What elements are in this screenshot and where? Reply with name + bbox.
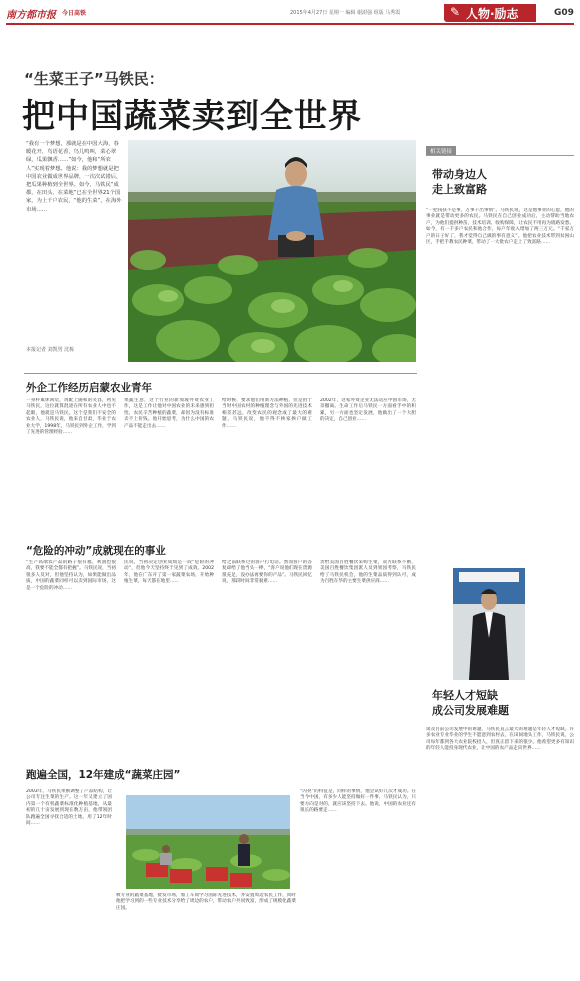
- text-column: 果蔬生意，这个行业的新加坡外资农业工作，这是工作让他对中国农业的未来感到担忧，农民辛苦种植的蔬菜，却因为没有标准卖不上价钱。他开始思考，为什么中国的农产品不能走出去……: [124, 398, 214, 429]
- intro-paragraph: “我有一个梦想，那就是在中国大海，春暖花开，鸟语花香，鸟儿鸣叫，菜心翠绿，瓜果飘香……”如今，他和“所农人”实现着梦想。他说：我的梦想就是把中国农业做成世界品牌，一次次试错后，把瓜果种植到全世界。如今，马铁民“成都，在田头、在菜地”已在全世界21个国家，为上千户农民，“他的生菜“，在海外市场……: [26, 141, 122, 213]
- sidebar-title-2-line1: 年轻人才短缺: [432, 689, 498, 702]
- newspaper-logo: 南方都市报: [6, 10, 56, 21]
- text-column: 民说，当初决定创业成绩是一段“危险的冲动”，但他今天坚持终于见到了成效。2002年，他在广东开了第一家蔬菜农场，开始种植生菜，每天都在地里……: [124, 560, 214, 585]
- portrait-illustration: [453, 568, 525, 680]
- section-tag: 今日高铁: [62, 10, 87, 17]
- masthead: [6, 4, 574, 22]
- text-column: “生产高端农产品的路子很有福，利润也很高，我要不能全都有把握”。马铁民说，当初很多人反对，但他坚持认为，如果能做出品质，中国的蔬菜同样可以卖到国际市场，这是一个危险的冲动……: [26, 560, 116, 591]
- subheading-2: “危险的冲动”成就现在的事业: [26, 545, 166, 557]
- text-column: 2002年，这家外资企业无法适应中国市场，无奈撤离。生命工作后马铁民一方面看手中的积累，另一方面也坚定发展，他做出了一个大胆的决定，自己创业……: [320, 398, 416, 423]
- dateline: 2015年4月27日 星期一 编辑 谢澍强 组版 马秀霞: [290, 10, 401, 16]
- sidebar-title-2: [432, 688, 509, 718]
- field-photo-illustration: [128, 140, 416, 362]
- main-photo: [128, 140, 416, 362]
- harvest-photo-illustration: [126, 795, 290, 889]
- sidebar-body-1: “一把钱扶不是事，万事干出事情”。马铁民说，这是他事业的心愿，他的事业就是带动更多的农民。马铁民在自己创业成功后，主动帮助当地农户，为他们提供种苗、技术培训、收购保障，让农民不用再为销路发愁。如今，有一千多户农民和他合作，每户年收入增加了两三万元。“千家万户的日子好了，我才觉得自己做的事有意义”。他把农业技术带到贫困山区，手把手教农民种菜，带动了一大批农户走上了致富路……: [426, 208, 574, 246]
- page-number: G09: [554, 8, 574, 18]
- sidebar-title-1-line1: 带动身边人: [432, 168, 487, 181]
- sidebar-body-2: 谈及目前公司发展中的难题，马铁民直言最大的难题是年轻人才短缺。许多农业专业毕业的学生不愿意到农村去，在田间地头工作，马铁民说，公司每年都到各大农业院校招人，但真正留下来的很少。他希望更多有知识的年轻人能投身现代农业，让中国的农产品走向世界……: [426, 727, 574, 752]
- subheading-3: 跑遍全国，12年建成“蔬菜庄园”: [26, 769, 181, 781]
- photo-caption: 被专业的蔬菜基地，批发市场，加工车间学习国际先进技术，并安置周边农民工作，同时他把学习到的一些专业技术分享给了周边的农户，带动农户共同致富，形成了规模化蔬菜庄园。: [116, 893, 296, 911]
- section-divider: [24, 373, 417, 374]
- portrait-photo: [453, 568, 525, 680]
- text-column: 给之前联系过的客户打电话。然而客户的答复却给了他当头一棒，“客户说他们现在货源很充足，没办法再要你的产品”。马铁民回忆说，那段时间非常艰难……: [222, 560, 312, 585]
- sidebar-rule: [426, 155, 574, 156]
- section-banner: [444, 4, 536, 22]
- header-rule: [6, 23, 574, 25]
- subheading-1: 外企工作经历启蒙农业青年: [26, 382, 152, 394]
- headline: 把中国蔬菜卖到全世界: [22, 96, 362, 135]
- text-column: 责给美国百胜餐饮采购生菜，双方联系不断，美国百胜餐饮集团派人员到果园考察，马铁民给了马铁民机会，他的生菜品质得到认可，成为百胜在华的主要生菜供应商……: [320, 560, 416, 585]
- byline: 本报记者 刘凯男 沈栋: [26, 347, 75, 353]
- text-column: 2003年，马铁民果断调整了产品结构，让公司专注生菜的生产。这一年又建立了国内第一个有机蔬菜标准化种植基地，从最初的几十亩发展到现在数万亩，他带领团队跑遍全国寻找合适的土地，用了12年时间……: [26, 789, 112, 827]
- pen-icon: ✎: [450, 5, 461, 19]
- sidebar-title-1-line2: 走上致富路: [432, 183, 487, 196]
- sidebar-title-1: [432, 167, 487, 197]
- text-column: 一身朴素休闲装，再配上随和的笑容，初见马铁民，这位就算混迹在所有农业人中也不起眼，他就是马铁民。这个是我们不安全的农业人，马铁民说，他来自甘肃，毕业于农业大学，1998年，马铁民到外企工作，学到了先进的管理经验……: [26, 398, 116, 436]
- related-link-label: 相关链接: [426, 146, 456, 156]
- sidebar-title-2-line2: 成公司发展难题: [432, 704, 509, 717]
- headline-kicker: “生菜王子”马铁民：: [24, 70, 164, 88]
- text-column: 给时候，要求他们用新方法种植，但是由于当时中国农村的种植理念与外国的先进技术相差甚远，改变农民的观念成了最大的难题，马铁民说，他不得不挨家挨户做工作……: [222, 398, 312, 429]
- text-column: “闪亮”的特征是，同样的事情，他尝试好几次才成功。在当今中国，有多少人能坚持做好一件事，马铁民认为，只要方向是对的，就应该坚持下去。他说，中国的农业还有很长的路要走……: [300, 789, 416, 814]
- harvest-photo: [126, 795, 290, 889]
- section-name: 人物·励志: [466, 7, 519, 21]
